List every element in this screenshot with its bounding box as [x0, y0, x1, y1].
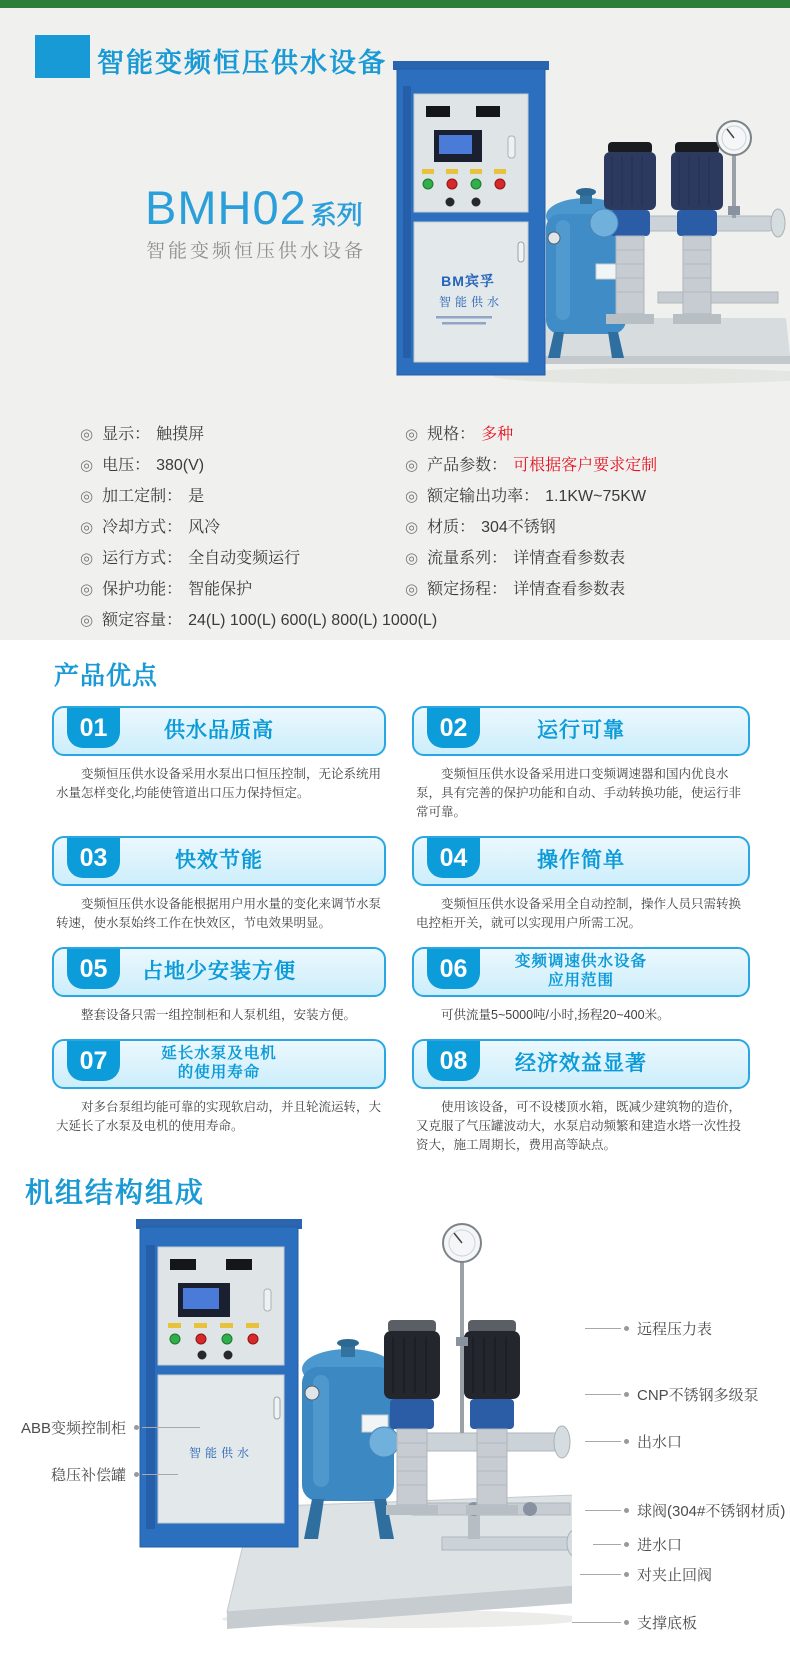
bullet-icon: ◎ [405, 426, 419, 443]
structure-section [0, 1155, 790, 1657]
spec-row: ◎ 产品参数： 可根据客户要求定制 [405, 457, 658, 474]
advantage-description: 使用该设备，可不设楼顶水箱，既减少建筑物的造价，又克服了气压罐波动大，水泵启动频繁和建造水塔一次性投资大，施工周期长，费用高等缺点。 [416, 1100, 742, 1152]
callout-dot [624, 1542, 629, 1547]
spec-row: ◎ 额定输出功率： 1.1KW~75KW [405, 488, 647, 505]
advantage-description: 变频恒压供水设备能根据用户用水量的变化来调节水泵转速，使水泵始终工作在快效区，节电效果明显。 [56, 897, 382, 930]
title-accent-block [35, 35, 90, 78]
callout-line [585, 1328, 621, 1329]
bullet-icon: ◎ [80, 426, 94, 443]
advantage-description: 整套设备只需一组控制柜和人泵机组，安装方便。 [81, 1008, 357, 1022]
bullet-icon: ◎ [80, 581, 94, 598]
advantage-description: 可供流量5~5000吨/小时,扬程20~400米。 [441, 1008, 670, 1022]
cabinet-label-text: 智能供水 [438, 295, 504, 309]
callout-dot [134, 1425, 139, 1430]
structure-label-wafer-check-valve: 对夹止回阀 [580, 1563, 717, 1585]
advantage-number-badge: 05 [67, 949, 120, 989]
advantage-title: 经济效益显著 [515, 1052, 647, 1076]
advantage-card-08 [412, 1039, 750, 1155]
hero-section [0, 8, 790, 640]
cabinet-brand-text: BM宾孚 [441, 273, 495, 289]
callout-dot [624, 1508, 629, 1513]
advantage-title: 供水品质高 [164, 719, 274, 743]
callout-dot [624, 1326, 629, 1331]
bullet-icon: ◎ [80, 488, 94, 505]
callout-dot [134, 1472, 139, 1477]
callout-dot [624, 1572, 629, 1577]
advantage-description: 变频恒压供水设备采用进口变频调速器和国内优良水泵，具有完善的保护功能和自动、手动转换功能，使运行非常可靠。 [416, 767, 742, 819]
advantage-card-03 [52, 836, 386, 933]
series-name: BMH02 [145, 181, 307, 234]
advantage-number-badge: 01 [67, 708, 120, 748]
bullet-icon: ◎ [80, 457, 94, 474]
structure-heading: 机组结构组成 [25, 1177, 206, 1208]
structure-label-cnp-multistage-pump: CNP不锈钢多级泵 [585, 1383, 764, 1405]
advantage-card-04 [412, 836, 750, 933]
callout-line [585, 1394, 621, 1395]
advantage-card-01 [52, 706, 386, 822]
callout-dot [624, 1439, 629, 1444]
callout-line [585, 1441, 621, 1442]
advantage-description: 变频恒压供水设备采用全自动控制，操作人员只需转换电控柜开关，就可以实现用户所需工况。 [416, 897, 742, 930]
structure-label-ball-valve: 球阀(304#不锈钢材质) [585, 1499, 790, 1521]
structure-label-support-base-plate: 支撑底板 [572, 1611, 702, 1633]
control-cabinet [393, 61, 549, 375]
spec-list-left [80, 419, 437, 636]
callout-dot [624, 1620, 629, 1625]
structure-diagram [0, 1217, 790, 1657]
bullet-icon: ◎ [405, 457, 419, 474]
spec-row: ◎ 电压： 380(V) [80, 457, 205, 474]
callout-line [142, 1474, 178, 1475]
advantage-title: 占地少安装方便 [142, 960, 296, 984]
advantage-number-badge: 06 [427, 949, 480, 989]
top-green-bar [0, 0, 790, 8]
callout-line [572, 1622, 621, 1623]
advantages-grid [52, 706, 750, 1155]
spec-row: ◎ 额定容量： 24(L) 100(L) 600(L) 800(L) 1000(L) [80, 612, 438, 629]
spec-row: ◎ 显示： 触摸屏 [80, 426, 205, 443]
bullet-icon: ◎ [80, 612, 94, 629]
advantage-number-badge: 07 [67, 1041, 120, 1081]
advantage-card-05 [52, 947, 386, 1025]
spec-row: ◎ 保护功能： 智能保护 [80, 581, 253, 598]
bullet-icon: ◎ [405, 581, 419, 598]
spec-list-right [405, 419, 657, 605]
spec-row: ◎ 冷却方式： 风冷 [80, 519, 221, 536]
callout-line [585, 1510, 621, 1511]
callout-line [142, 1427, 200, 1428]
cabinet-label-text: 智能供水 [188, 1446, 254, 1460]
bullet-icon: ◎ [405, 550, 419, 567]
advantage-title: 延长水泵及电机 的使用寿命 [161, 1045, 277, 1081]
advantages-section [0, 640, 790, 1155]
structure-label-water-inlet: 进水口 [593, 1533, 687, 1555]
bullet-icon: ◎ [405, 519, 419, 536]
advantage-number-badge: 04 [427, 838, 480, 878]
spec-row: ◎ 流量系列： 详情查看参数表 [405, 550, 626, 567]
bullet-icon: ◎ [80, 519, 94, 536]
structure-label-pressure-compensation-tank: 稳压补偿罐 [46, 1463, 178, 1485]
control-cabinet [136, 1219, 302, 1547]
advantage-title: 操作简单 [537, 849, 625, 873]
series-title [145, 180, 363, 235]
spec-row: ◎ 运行方式： 全自动变频运行 [80, 550, 301, 567]
advantage-title: 快效节能 [175, 849, 263, 873]
structure-label-abb-control-cabinet: ABB变频控制柜 [16, 1416, 200, 1438]
advantage-card-06 [412, 947, 750, 1025]
advantage-title: 变频调速供水设备 应用范围 [514, 953, 647, 989]
callout-dot [624, 1392, 629, 1397]
spec-row: ◎ 规格： 多种 [405, 426, 514, 443]
bullet-icon: ◎ [80, 550, 94, 567]
callout-line [580, 1574, 621, 1575]
advantage-number-badge: 03 [67, 838, 120, 878]
structure-label-water-outlet: 出水口 [585, 1430, 687, 1452]
structure-label-remote-pressure-gauge: 远程压力表 [585, 1317, 717, 1339]
series-suffix: 系列 [310, 200, 363, 230]
hero-product-image [358, 56, 790, 388]
bullet-icon: ◎ [405, 488, 419, 505]
advantage-description: 变频恒压供水设备采用水泵出口恒压控制，无论系统用水量怎样变化,均能使管道出口压力保持恒定。 [56, 767, 382, 800]
advantage-card-02 [412, 706, 750, 822]
advantage-description: 对多台泵组均能可靠的实现软启动，并且轮流运转，大大延长了水泵及电机的使用寿命。 [56, 1100, 382, 1133]
callout-line [593, 1544, 621, 1545]
spec-row: ◎ 材质： 304不锈钢 [405, 519, 556, 536]
series-subtitle: 智能变频恒压供水设备 [146, 241, 367, 262]
advantages-heading: 产品优点 [54, 662, 159, 690]
advantage-number-badge: 08 [427, 1041, 480, 1081]
spec-row: ◎ 额定扬程： 详情查看参数表 [405, 581, 626, 598]
advantage-number-badge: 02 [427, 708, 480, 748]
page-title: 智能变频恒压供水设备 [97, 48, 387, 78]
spec-row: ◎ 加工定制： 是 [80, 488, 205, 505]
advantage-card-07 [52, 1039, 386, 1155]
advantage-title: 运行可靠 [537, 719, 625, 743]
